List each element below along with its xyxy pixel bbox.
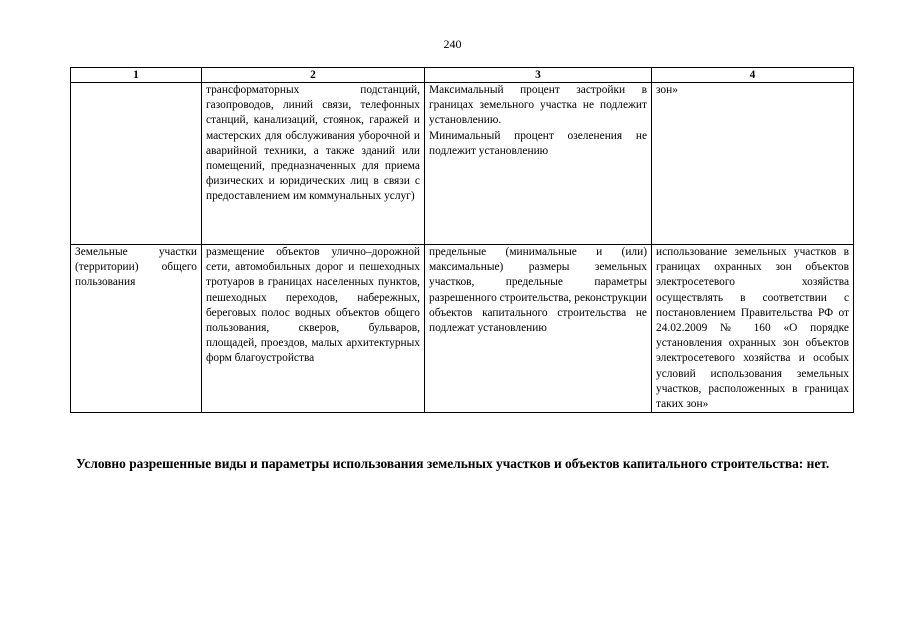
- page-number: 240: [443, 37, 462, 51]
- cell-text: Максимальный процент застройки в границах земельного участка не подлежит установлению.: [429, 84, 647, 127]
- cell-text: размещение объектов улично–дорожной сети, автомобильных дорог и пешеходных тротуаров в границах населенных пунктов, пешеходных переходов, набережных, береговых полос водных объектов общего пользования, скверов, бульваров, площадей, проездов, малых архитектурных форм благоустройства: [206, 246, 420, 365]
- cell-text: трансформаторных подстанций, газопроводов, линий связи, телефонных станций, канализаций, стоянок, гаражей и мастерских для обслуживания уборочной и аварийной техники, а также зданий или помещений, предназначенных для приема физических и юридических лиц в связи с предоставлением им коммунальных услуг): [206, 84, 420, 203]
- cell-parameters: [425, 83, 652, 245]
- cell-land-type: [71, 83, 202, 245]
- header-col-1: 1: [71, 68, 202, 83]
- cell-text: Земельные участки (территории) общего пользования: [75, 246, 197, 289]
- header-col-3: 3: [425, 68, 652, 83]
- header-col-4: 4: [652, 68, 854, 83]
- cell-text: использование земельных участков в границах охранных зон объектов электросетевого хозяйства осуществлять в соответствии с постановлением Правительства РФ от 24.02.2009 № 160 «О порядке установления охранных зон объектов электросетевого хозяйства и особых условий использования земельных участков, расположенных в границах таких зон»: [656, 246, 849, 411]
- cell-restrictions: [652, 83, 854, 245]
- conditional-use-note: Условно разрешенные виды и параметры использования земельных участков и объектов капитального строительства: нет.: [76, 456, 830, 471]
- table-header-row: [71, 68, 854, 83]
- cell-permitted-use: [202, 83, 425, 245]
- cell-text: Минимальный процент озеленения не подлежит установлению: [429, 129, 647, 157]
- table-row: [71, 83, 854, 245]
- table-row: [71, 245, 854, 413]
- cell-restrictions: [652, 245, 854, 413]
- header-col-2: 2: [202, 68, 425, 83]
- zoning-table: [70, 67, 854, 413]
- cell-permitted-use: [202, 245, 425, 413]
- cell-land-type: [71, 245, 202, 413]
- cell-parameters: [425, 245, 652, 413]
- cell-text: предельные (минимальные и (или) максимальные) размеры земельных участков, предельные параметры разрешенного строительства, реконструкции объектов капитального строительства не подлежат установлению: [429, 246, 647, 335]
- cell-text: зон»: [656, 84, 678, 96]
